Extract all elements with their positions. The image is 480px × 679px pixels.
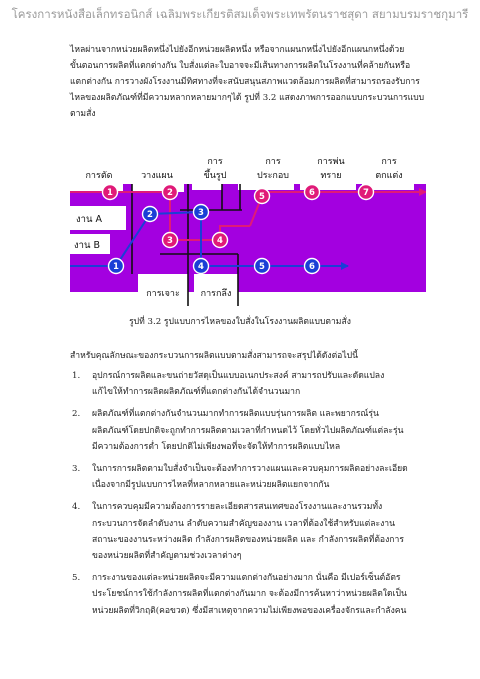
list-item-line: ผลิตภัณฑ์โดยปกติจะถูกทำการผลิตตามเวลาที่กำหนดไว้ โดยทั่วไปผลิตภัณฑ์แต่ละรุ่น: [92, 425, 404, 436]
list-item-number: 3.: [72, 464, 81, 475]
department-label: ขึ้นรูป: [203, 171, 227, 181]
department-label: การ: [381, 157, 397, 167]
department-label: การ: [207, 157, 223, 167]
step-number: 3: [198, 208, 204, 219]
list-item-line: ผลิตภัณฑ์ที่แตกต่างกันจำนวนมากทำการผลิตแบบรุ่นการผลิต และพยากรณ์รุ่น: [92, 409, 379, 420]
department-label: วางแผน: [141, 171, 173, 181]
list-item-line: เนื่องจากมีรูปแบบการไหลที่หลากหลายและหน่วยผลิตแยกจากกัน: [92, 480, 330, 491]
list-item: [72, 368, 432, 400]
figure-caption: รูปที่ 3.2 รูปแบบการไหลของใบสั่งในโรงงานผลิตแบบตามสั่ง: [129, 317, 351, 327]
department-label: การตัด: [85, 171, 113, 181]
step-number: 6: [309, 188, 315, 199]
step-number: 6: [309, 262, 315, 273]
list-item: [72, 570, 432, 619]
job-shop-flow-diagram: [70, 150, 426, 306]
step-number: 1: [107, 188, 113, 199]
list-item-line: แก้ไขให้ทำการผลิตผลิตภัณฑ์ที่แตกต่างกันได้จำนวนมาก: [92, 387, 301, 398]
step-number: 4: [198, 262, 204, 273]
list-item-number: 4.: [72, 502, 81, 513]
department-label: การกลึง: [200, 289, 232, 299]
characteristics-list: [72, 368, 432, 625]
job-label: งาน A: [76, 214, 102, 225]
list-item-line: มีความต้องการต่ำ โดยปกติไม่เพียงพอที่จะจัดให้ทำการผลิตแบบไหล: [92, 441, 341, 452]
step-number: 7: [363, 188, 369, 199]
step-number: 3: [167, 236, 173, 247]
list-item-number: 2.: [72, 409, 81, 420]
list-item-line: ประโยชน์การใช้กำลังการผลิตที่แตกต่างกันมาก จะต้องมีการค้นหาว่าหน่วยผลิตใดเป็น: [92, 589, 407, 600]
diagram-background: [70, 184, 426, 292]
page-header: โครงการหนังสือเล็กทรอนิกส์ เฉลิมพระเกียรติสมเด็จพระเทพรัตนราชสุดา สยามบรมราชกุมารี: [11, 7, 469, 21]
paragraph-line: ไหลของผลิตภัณฑ์ที่มีความหลากหลายมากๆได้ รูปที่ 3.2 แสดงภาพการออกแบบกระบวนการแบบ: [70, 93, 425, 103]
list-item-line: หน่วยผลิตที่วิกฤติ(คอขวด) ซึ่งมีสาเหตุจากความไม่เพียงพอของเครื่องจักรและกำลังคน: [92, 605, 407, 616]
department-label: การเจาะ: [146, 289, 180, 299]
list-item-number: 5.: [72, 573, 81, 584]
list-item-line: ของหน่วยผลิตที่สำคัญตามช่วงเวลาต่างๆ: [92, 551, 242, 562]
list-intro: สำหรับคุณลักษณะของกระบวนการผลิตแบบตามสั่งสามารถจะสรุปได้ดังต่อไปนี้: [70, 351, 358, 361]
list-item: [72, 461, 432, 493]
step-number: 4: [217, 236, 223, 247]
intro-paragraph: [70, 42, 426, 122]
list-item-number: 1.: [72, 371, 81, 381]
notch: [192, 184, 222, 190]
step-number: 2: [167, 188, 173, 199]
step-number: 2: [147, 210, 153, 221]
paragraph-line: ตามสั่ง: [70, 109, 96, 119]
list-item-line: ในการการผลิตตามใบสั่งจำเป็นจะต้องทำการวางแผนและควบคุมการผลิตอย่างละเอียด: [92, 464, 408, 475]
department-label: การ: [265, 157, 281, 167]
department-label: การพ่น: [317, 157, 345, 167]
paragraph-line: แตกต่างกัน การวางผังโรงงานมีทิศทางที่จะสนับสนุนสภาพแวดล้อมการผลิตที่สามารถรองรับการ: [70, 77, 420, 87]
list-item-line: กระบวนการจัดลำดับงาน ลำดับความสำคัญของงาน เวลาที่ต้องใช้สำหรับแต่ละงาน: [92, 518, 395, 529]
department-label: ทราย: [320, 171, 342, 181]
list-item-line: สถานะของงานระหว่างผลิต กำลังการผลิตของหน่วยผลิต และ กำลังการผลิตที่ต้องการ: [92, 534, 404, 545]
list-item-line: ในการควบคุมมีความต้องการรายละเอียดสารสนเทศของโรงงานและงานรวมทั้ง: [92, 502, 383, 513]
job-label: งาน B: [74, 240, 101, 251]
list-item-line: การะงานของแต่ละหน่วยผลิตจะมีความแตกต่างกันอย่างมาก นั่นคือ มีเปอร์เซ็นต์อัตร: [92, 573, 401, 584]
paragraph-line: ไหลผ่านจากหน่วยผลิตหนึ่งไปยังอีกหน่วยผลิตหนึ่ง หรือจากแผนกหนึ่งไปยังอีกแผนกหนึ่งด้วย: [70, 45, 405, 55]
department-label: ประกอบ: [257, 171, 289, 181]
list-item: [72, 406, 432, 455]
list-item: [72, 499, 432, 564]
step-number: 5: [259, 192, 265, 203]
list-item-line: อุปกรณ์การผลิตและขนถ่ายวัสดุเป็นแบบอเนกประสงค์ สามารถปรับและดัดแปลง: [92, 371, 385, 381]
paragraph-line: ขั้นตอนการผลิตที่แตกต่างกัน ใบสั่งแต่ละใบอาจจะมีเส้นทางการผลิตในโรงงานที่คล้ายกันหรือ: [70, 61, 411, 71]
step-number: 5: [259, 262, 265, 273]
step-number: 1: [113, 262, 119, 273]
department-label: ตกแต่ง: [375, 171, 403, 181]
